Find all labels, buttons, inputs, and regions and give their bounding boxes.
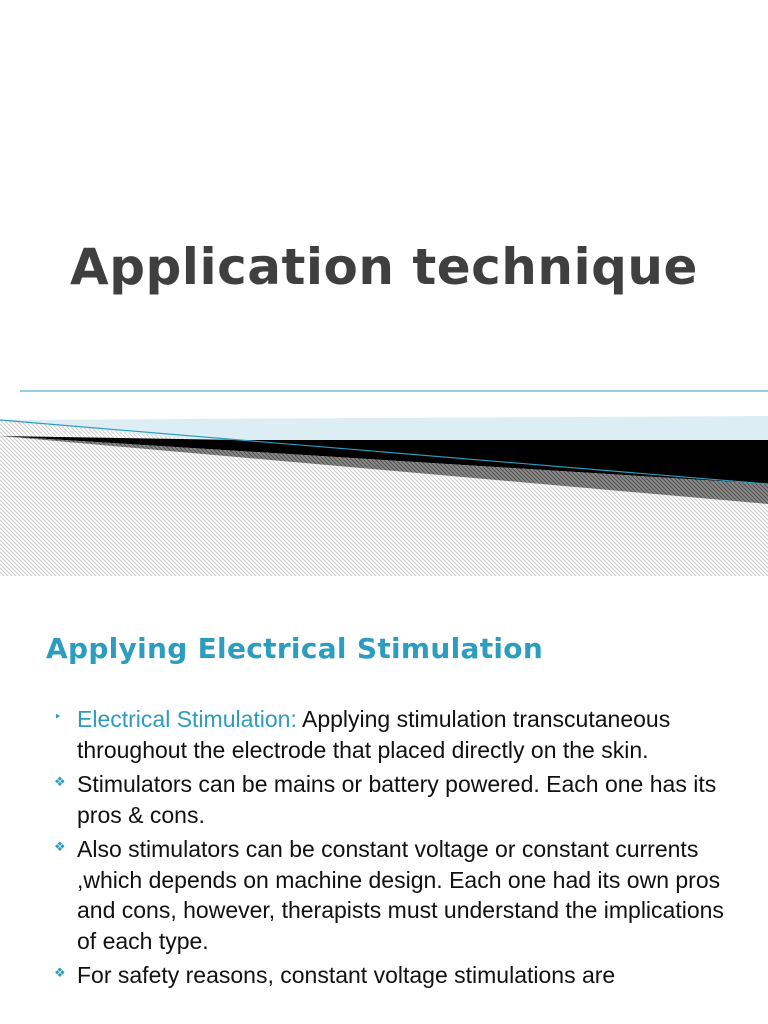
list-item — [54, 704, 734, 765]
bullet-text: Applying stimulation transcutaneous throughout the electrode that placed directly on the skin. — [77, 706, 671, 763]
diamond-bullet-icon: ❖ — [54, 965, 66, 980]
bullet-term: Electrical Stimulation: — [77, 706, 297, 732]
slide-title: Application technique — [70, 238, 698, 296]
bullet-text: For safety reasons, constant voltage stimulations are — [77, 962, 616, 988]
triangle-bullet-icon: ‣ — [54, 709, 62, 724]
list-item — [54, 960, 734, 991]
diamond-bullet-icon: ❖ — [54, 774, 66, 789]
content-slide — [0, 576, 768, 1024]
list-item — [54, 769, 734, 830]
bullet-text: Stimulators can be mains or battery powered. Each one has its pros & cons. — [77, 771, 717, 828]
bullet-text: Also stimulators can be constant voltage or constant currents ,which depends on machine design. Each one had its own pros and cons, however, therapists must understand the implications of each type. — [77, 836, 724, 954]
decorative-banner — [0, 380, 768, 576]
slide-heading: Applying Electrical Stimulation — [46, 632, 544, 665]
diamond-bullet-icon: ❖ — [54, 839, 66, 854]
bullet-list — [54, 704, 734, 995]
list-item — [54, 834, 734, 956]
